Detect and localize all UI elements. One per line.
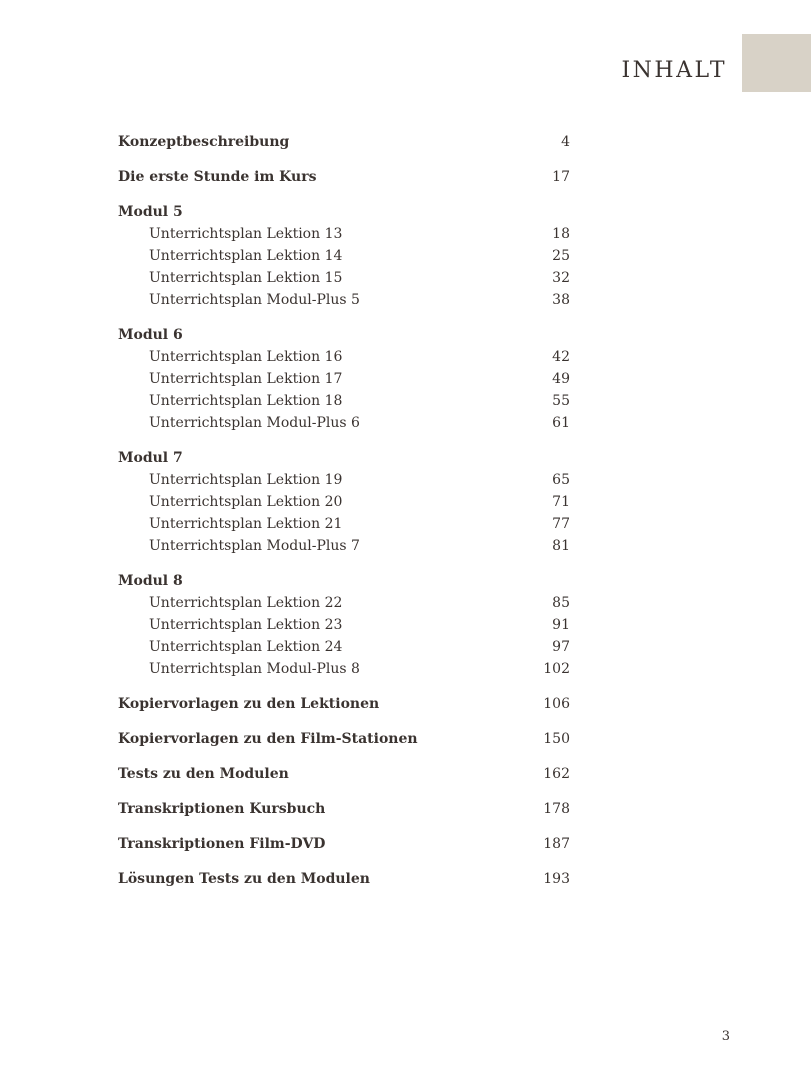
toc-subentry-page: 55 bbox=[552, 393, 570, 409]
toc-entry-page: 178 bbox=[543, 801, 570, 817]
toc-subentry-page: 38 bbox=[552, 292, 570, 308]
toc-subentry bbox=[118, 368, 570, 390]
toc-subentry-page: 71 bbox=[552, 494, 570, 510]
page-title: INHALT bbox=[621, 58, 727, 83]
toc-entry-page: 4 bbox=[561, 134, 570, 150]
toc-group-label: Modul 7 bbox=[118, 450, 183, 466]
toc-subentry-page: 25 bbox=[552, 248, 570, 264]
toc-subentry bbox=[118, 390, 570, 412]
toc-entry-page: 193 bbox=[543, 871, 570, 887]
toc-subentry bbox=[118, 513, 570, 535]
toc-subentry bbox=[118, 267, 570, 289]
toc-entry-page: 187 bbox=[543, 836, 570, 852]
toc-entry-transkriptionen-film bbox=[118, 833, 570, 855]
toc-subentry-page: 18 bbox=[552, 226, 570, 242]
toc-group-modul-7 bbox=[118, 447, 570, 469]
toc-entry-label: Tests zu den Modulen bbox=[118, 766, 289, 782]
toc-subentry-label: Unterrichtsplan Lektion 23 bbox=[149, 617, 343, 633]
toc-group-modul-5 bbox=[118, 201, 570, 223]
toc-entry-label: Konzeptbeschreibung bbox=[118, 134, 290, 150]
toc-subentry-label: Unterrichtsplan Lektion 15 bbox=[149, 270, 343, 286]
toc-subentry-page: 65 bbox=[552, 472, 570, 488]
toc-entry-label: Transkriptionen Kursbuch bbox=[118, 801, 326, 817]
toc-subentry-label: Unterrichtsplan Lektion 16 bbox=[149, 349, 343, 365]
toc-entry-konzeptbeschreibung bbox=[118, 131, 570, 153]
toc-entry-kopiervorlagen-film bbox=[118, 728, 570, 750]
toc-subentry-label: Unterrichtsplan Modul-Plus 6 bbox=[149, 415, 360, 431]
toc-group-modul-6 bbox=[118, 324, 570, 346]
toc-entry-label: Kopiervorlagen zu den Film-Stationen bbox=[118, 731, 418, 747]
toc-group-label: Modul 6 bbox=[118, 327, 183, 343]
toc-subentry bbox=[118, 636, 570, 658]
toc-subentry-label: Unterrichtsplan Lektion 22 bbox=[149, 595, 343, 611]
toc-subentry-page: 81 bbox=[552, 538, 570, 554]
toc-subentry bbox=[118, 658, 570, 680]
toc-subentry-label: Unterrichtsplan Lektion 18 bbox=[149, 393, 343, 409]
toc-entry-label: Kopiervorlagen zu den Lektionen bbox=[118, 696, 380, 712]
toc-group-modul-8 bbox=[118, 570, 570, 592]
toc-entry-page: 150 bbox=[543, 731, 570, 747]
toc-subentry-label: Unterrichtsplan Lektion 17 bbox=[149, 371, 343, 387]
toc-subentry-label: Unterrichtsplan Lektion 13 bbox=[149, 226, 343, 242]
toc-subentry bbox=[118, 223, 570, 245]
toc-subentry-page: 32 bbox=[552, 270, 570, 286]
toc-subentry-page: 102 bbox=[543, 661, 570, 677]
toc-entry-erste-stunde bbox=[118, 166, 570, 188]
toc-subentry bbox=[118, 346, 570, 368]
toc-subentry bbox=[118, 592, 570, 614]
toc-subentry-label: Unterrichtsplan Modul-Plus 8 bbox=[149, 661, 360, 677]
toc-group-label: Modul 8 bbox=[118, 573, 183, 589]
toc-subentry-page: 85 bbox=[552, 595, 570, 611]
toc-subentry-page: 49 bbox=[552, 371, 570, 387]
toc-subentry-label: Unterrichtsplan Lektion 21 bbox=[149, 516, 343, 532]
toc-subentry-label: Unterrichtsplan Lektion 14 bbox=[149, 248, 343, 264]
toc-subentry bbox=[118, 412, 570, 434]
toc-subentry bbox=[118, 614, 570, 636]
toc-subentry bbox=[118, 469, 570, 491]
table-of-contents bbox=[118, 131, 570, 890]
toc-subentry bbox=[118, 535, 570, 557]
toc-subentry-page: 91 bbox=[552, 617, 570, 633]
toc-entry-tests bbox=[118, 763, 570, 785]
toc-subentry-label: Unterrichtsplan Lektion 20 bbox=[149, 494, 343, 510]
toc-entry-label: Transkriptionen Film-DVD bbox=[118, 836, 326, 852]
toc-subentry-page: 42 bbox=[552, 349, 570, 365]
toc-subentry-label: Unterrichtsplan Lektion 19 bbox=[149, 472, 343, 488]
toc-entry-page: 162 bbox=[543, 766, 570, 782]
toc-group-label: Modul 5 bbox=[118, 204, 183, 220]
toc-entry-kopiervorlagen-lektionen bbox=[118, 693, 570, 715]
toc-entry-loesungen bbox=[118, 868, 570, 890]
toc-subentry bbox=[118, 245, 570, 267]
toc-subentry-page: 61 bbox=[552, 415, 570, 431]
toc-subentry-page: 97 bbox=[552, 639, 570, 655]
toc-subentry-page: 77 bbox=[552, 516, 570, 532]
page-number: 3 bbox=[721, 1029, 730, 1044]
toc-subentry bbox=[118, 491, 570, 513]
toc-entry-transkriptionen-kursbuch bbox=[118, 798, 570, 820]
toc-entry-label: Die erste Stunde im Kurs bbox=[118, 169, 317, 185]
toc-subentry bbox=[118, 289, 570, 311]
toc-subentry-label: Unterrichtsplan Modul-Plus 7 bbox=[149, 538, 360, 554]
toc-entry-page: 106 bbox=[543, 696, 570, 712]
toc-entry-label: Lösungen Tests zu den Modulen bbox=[118, 871, 370, 887]
toc-subentry-label: Unterrichtsplan Lektion 24 bbox=[149, 639, 343, 655]
toc-subentry-label: Unterrichtsplan Modul-Plus 5 bbox=[149, 292, 360, 308]
toc-entry-page: 17 bbox=[552, 169, 570, 185]
header-tab-decoration bbox=[742, 34, 811, 92]
